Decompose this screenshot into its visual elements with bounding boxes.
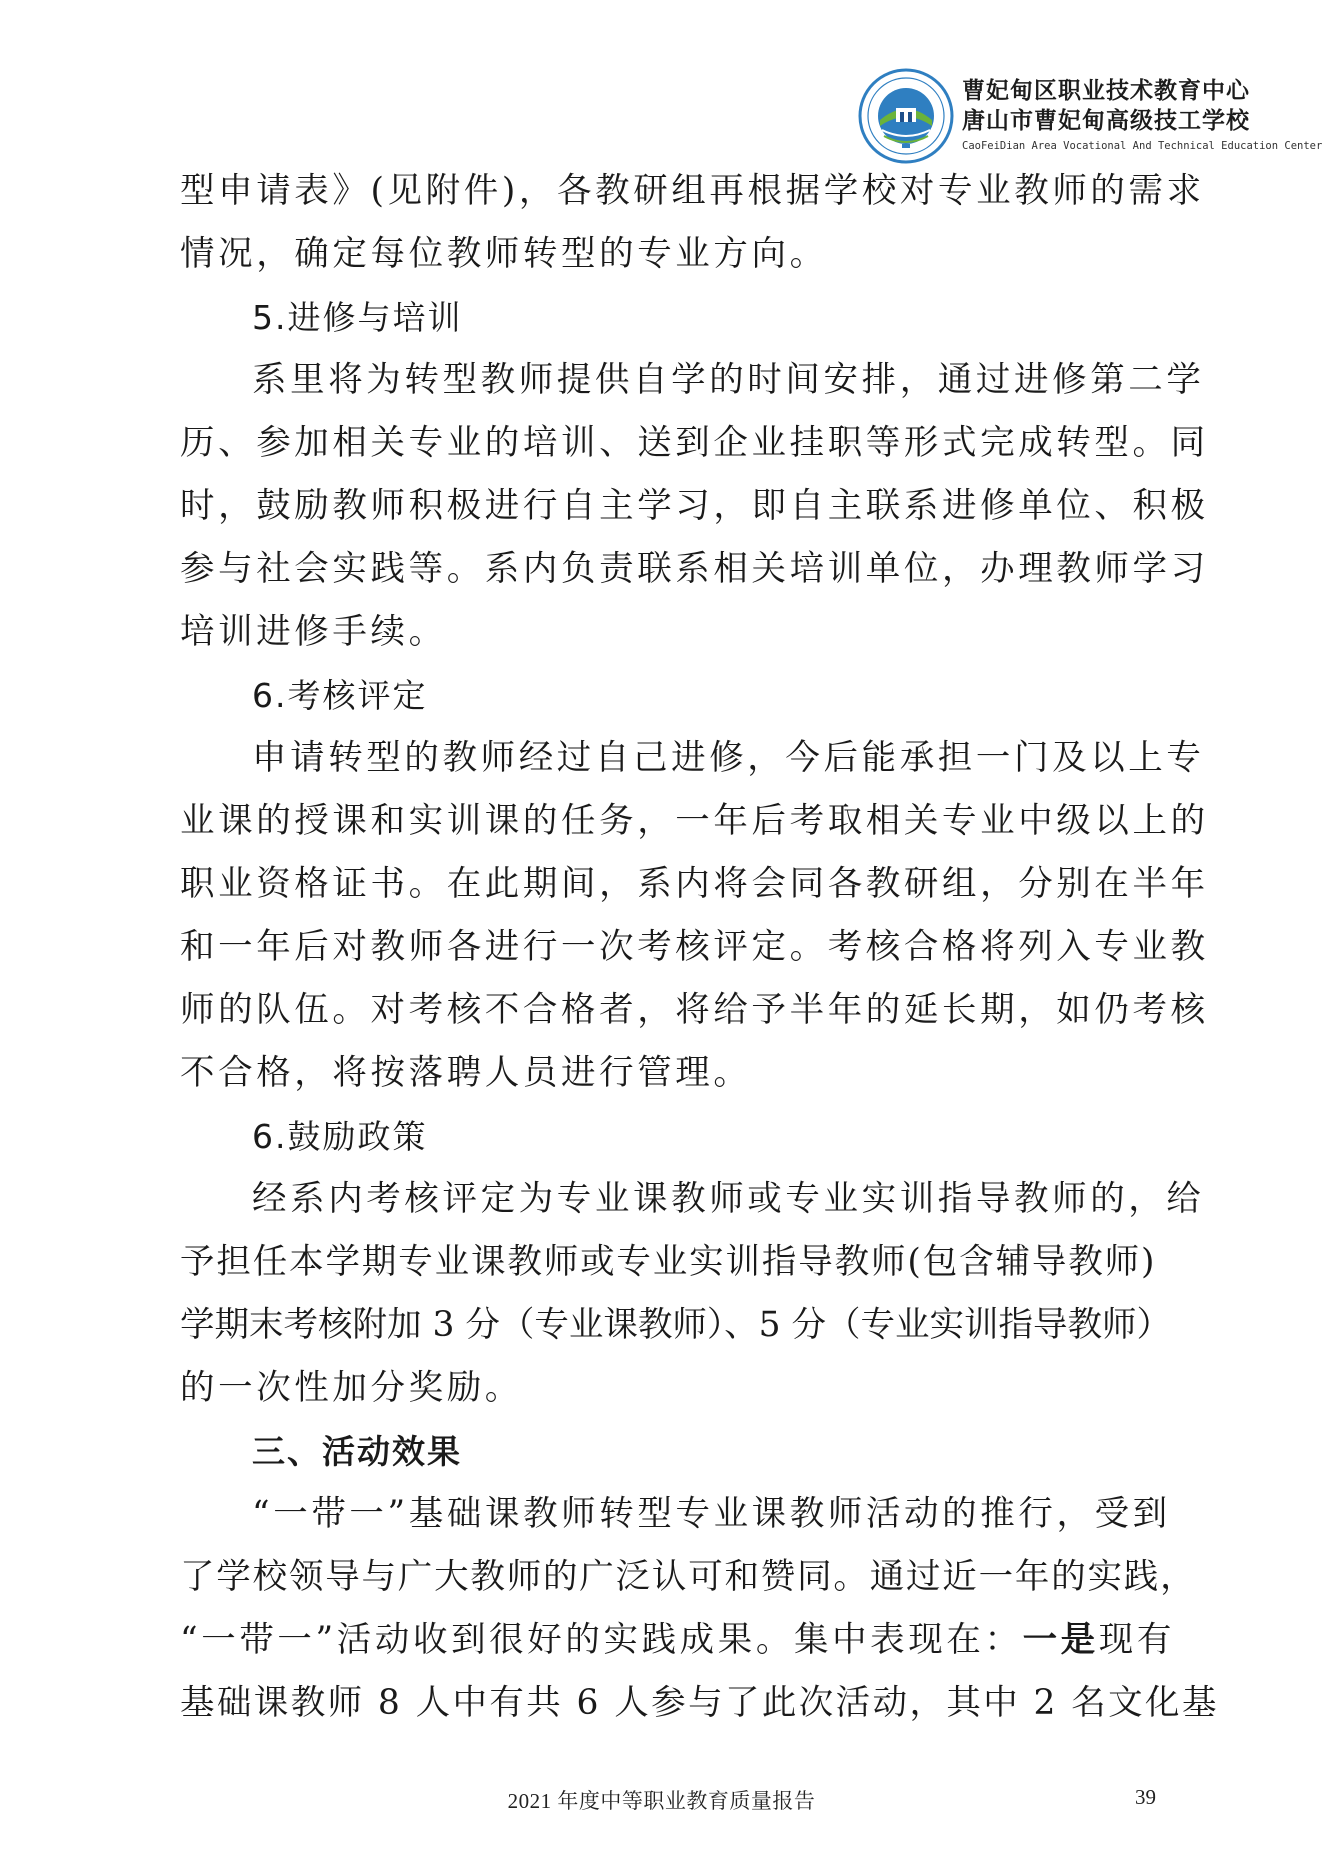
paragraph-line: 的一次性加分奖励。 [180,1368,523,1408]
school-name-secondary: 唐山市曹妃甸高级技工学校 [962,108,1250,134]
paragraph-line: 时，鼓励教师积极进行自主学习，即自主联系进修单位、积极 [180,486,1209,526]
paragraph-line: 和一年后对教师各进行一次考核评定。考核合格将列入专业教 [180,927,1209,967]
school-name-english: CaoFeiDian Area Vocational And Technical Education Center [962,140,1323,152]
section-heading-assessment: 6.考核评定 [252,676,428,715]
paragraph-line: 了学校领导与广大教师的广泛认可和赞同。通过近一年的实践， [180,1557,1197,1597]
section-heading-incentive: 6.鼓励政策 [252,1117,428,1156]
section-heading-results: 三、活动效果 [252,1432,462,1471]
paragraph-line: 不合格，将按落聘人员进行管理。 [180,1053,752,1093]
paragraph-line: 申请转型的教师经过自己进修，今后能承担一门及以上专 [252,738,1205,778]
section-heading-training: 5.进修与培训 [252,298,463,337]
report-title: 2021 年度中等职业教育质量报告 [507,1789,816,1813]
paragraph-line-with-emphasis [180,1609,1175,1672]
page-number: 39 [1135,1785,1156,1809]
paragraph-line: “一带一”基础课教师转型专业课教师活动的推行，受到 [252,1494,1171,1534]
paragraph-line: 经系内考核评定为专业课教师或专业实训指导教师的，给 [252,1179,1205,1219]
emphasis-first: 一是 [1022,1620,1099,1660]
page-footer [0,1785,1323,1815]
paragraph-line: 培训进修手续。 [180,612,447,652]
paragraph-line: 基础课教师 8 人中有共 6 人参与了此次活动，其中 2 名文化基 [180,1683,1219,1723]
school-header [858,68,1323,164]
paragraph-line: 系里将为转型教师提供自学的时间安排，通过进修第二学 [252,360,1205,400]
document-body [180,160,1219,1735]
paragraph-line: 业课的授课和实训课的任务，一年后考取相关专业中级以上的 [180,801,1209,841]
paragraph-line: 历、参加相关专业的培训、送到企业挂职等形式完成转型。同 [180,423,1209,463]
inline-text: “一带一”活动收到很好的实践成果。集中表现在： [180,1620,1023,1660]
school-seal-logo [858,68,954,164]
paragraph-line: 职业资格证书。在此期间，系内将会同各教研组，分别在半年 [180,864,1209,904]
school-name-primary: 曹妃甸区职业技术教育中心 [962,78,1250,104]
paragraph-line: 型申请表》(见附件)，各教研组再根据学校对专业教师的需求 [180,171,1205,211]
paragraph-line: 情况，确定每位教师转型的专业方向。 [180,234,828,274]
paragraph-line: 参与社会实践等。系内负责联系相关培训单位，办理教师学习 [180,549,1209,589]
school-names [962,76,1323,154]
paragraph-line: 师的队伍。对考核不合格者，将给予半年的延长期，如仍考核 [180,990,1209,1030]
paragraph-line: 予担任本学期专业课教师或专业实训指导教师(包含辅导教师) [180,1242,1155,1282]
paragraph-line: 学期末考核附加 3 分（专业课教师）、5 分（专业实训指导教师） [180,1305,1172,1345]
inline-text: 现有 [1098,1620,1175,1660]
